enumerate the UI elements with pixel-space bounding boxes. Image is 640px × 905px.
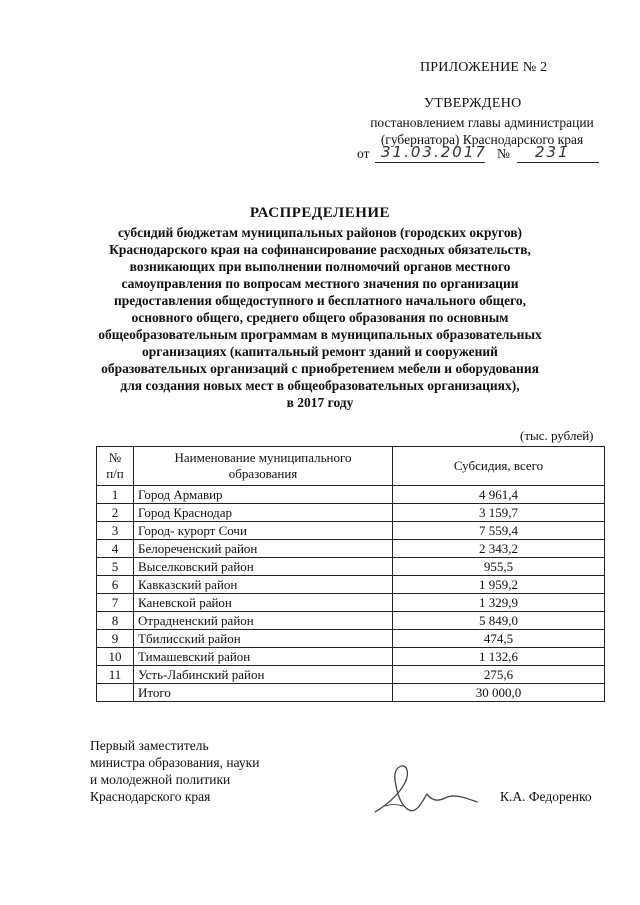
date-prefix: от <box>357 146 370 161</box>
row-sum: 1 959,2 <box>393 576 605 594</box>
date-value: 31.03.2017 <box>381 143 487 161</box>
subsidy-table <box>96 446 605 702</box>
total-label: Итого <box>134 684 393 702</box>
table-row <box>97 630 605 648</box>
row-name: Выселковский район <box>134 558 393 576</box>
row-name: Тбилисский район <box>134 630 393 648</box>
title-main: РАСПРЕДЕЛЕНИЕ <box>249 205 391 221</box>
handwritten-signature <box>365 760 485 820</box>
number-prefix: № <box>497 146 510 161</box>
units-label: (тыс. рублей) <box>520 428 594 443</box>
row-sum: 4 961,4 <box>393 486 605 504</box>
title-line: образовательных организаций с приобретением мебели и оборудования <box>101 361 539 376</box>
appendix-label: ПРИЛОЖЕНИЕ № 2 <box>420 60 548 75</box>
table-row <box>97 558 605 576</box>
row-num: 1 <box>97 486 134 504</box>
title-line: предоставления общедоступного и бесплатного начального общего, <box>114 293 526 308</box>
title-line: Краснодарского края на софинансирование расходных обязательств, <box>109 242 531 257</box>
row-sum: 275,6 <box>393 666 605 684</box>
signatory-title <box>90 737 259 805</box>
row-num: 11 <box>97 666 134 684</box>
header-num-line1: № <box>108 450 122 465</box>
title-line: возникающих при выполнении полномочий органов местного <box>129 259 511 274</box>
total-sum: 30 000,0 <box>393 684 605 702</box>
row-name: Белореченский район <box>134 540 393 558</box>
table-row <box>97 486 605 504</box>
row-name: Каневской район <box>134 594 393 612</box>
table-row <box>97 504 605 522</box>
title-line: субсидий бюджетам муниципальных районов (городских округов) <box>117 225 523 240</box>
row-num: 2 <box>97 504 134 522</box>
row-num: 6 <box>97 576 134 594</box>
row-name: Город- курорт Сочи <box>134 522 393 540</box>
header-name <box>134 447 393 486</box>
table-row <box>97 576 605 594</box>
number-value: 231 <box>535 143 570 161</box>
row-sum: 1 329,9 <box>393 594 605 612</box>
row-num: 3 <box>97 522 134 540</box>
total-num <box>97 684 134 702</box>
row-sum: 3 159,7 <box>393 504 605 522</box>
row-name: Усть-Лабинский район <box>134 666 393 684</box>
row-name: Кавказский район <box>134 576 393 594</box>
title-line: основного общего, среднего общего образования по основным <box>131 310 509 325</box>
header-num <box>97 447 134 486</box>
signatory-line: и молодежной политики <box>90 772 231 787</box>
table-row <box>97 594 605 612</box>
title-line: общеобразовательным программам в муниципальных образовательных <box>98 327 542 342</box>
number-underline <box>517 162 599 163</box>
table-row <box>97 612 605 630</box>
row-num: 4 <box>97 540 134 558</box>
row-num: 7 <box>97 594 134 612</box>
row-sum: 7 559,4 <box>393 522 605 540</box>
row-num: 5 <box>97 558 134 576</box>
table-row <box>97 522 605 540</box>
signatory-line: Первый заместитель <box>90 738 209 753</box>
row-sum: 5 849,0 <box>393 612 605 630</box>
date-underline <box>375 162 485 163</box>
row-sum: 1 132,6 <box>393 648 605 666</box>
row-name: Город Краснодар <box>134 504 393 522</box>
row-num: 9 <box>97 630 134 648</box>
title-line: для создания новых мест в общеобразовательных организациях), <box>120 378 520 393</box>
signatory-line: министра образования, науки <box>90 755 260 770</box>
signatory-name: К.А. Федоренко <box>500 789 592 804</box>
header-num-line2: п/п <box>106 466 124 481</box>
row-num: 10 <box>97 648 134 666</box>
signatory-line: Краснодарского края <box>90 789 211 804</box>
decree-line-1: постановлением главы администрации <box>370 115 594 130</box>
header-name-line1: Наименование муниципального <box>174 450 352 465</box>
approved-label: УТВЕРЖДЕНО <box>424 96 522 111</box>
title-line: организациях (капитальный ремонт зданий и сооружений <box>142 344 498 359</box>
row-num: 8 <box>97 612 134 630</box>
row-sum: 955,5 <box>393 558 605 576</box>
row-name: Отрадненский район <box>134 612 393 630</box>
header-name-line2: образования <box>228 466 298 481</box>
row-name: Город Армавир <box>134 486 393 504</box>
table-row <box>97 540 605 558</box>
row-sum: 474,5 <box>393 630 605 648</box>
header-sum: Субсидия, всего <box>393 447 605 486</box>
table-total-row <box>97 684 605 702</box>
decree-line-2: (губернатора) Краснодарского края <box>380 132 584 147</box>
table-header-row <box>97 447 605 486</box>
row-name: Тимашевский район <box>134 648 393 666</box>
table-row <box>97 666 605 684</box>
decree-date-line <box>357 143 602 166</box>
table-row <box>97 648 605 666</box>
title-line: самоуправления по вопросам местного значения по организации <box>121 276 519 291</box>
title-line: в 2017 году <box>286 395 354 410</box>
document-title <box>40 205 600 411</box>
row-sum: 2 343,2 <box>393 540 605 558</box>
